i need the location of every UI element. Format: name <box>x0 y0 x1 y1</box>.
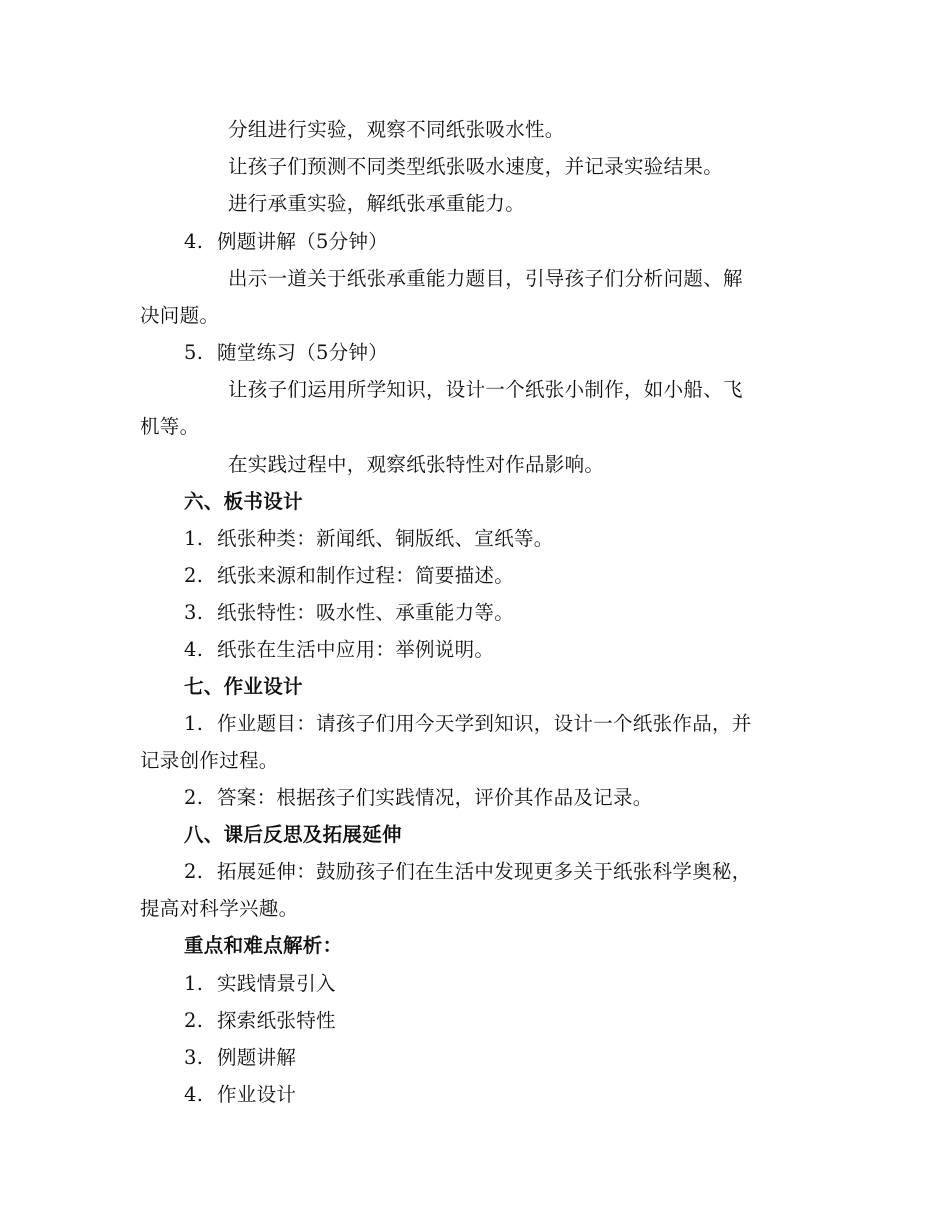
practice-text-line-3: 在实践过程中，观察纸张特性对作品影响。 <box>228 453 605 476</box>
list-number: 2. <box>184 1009 204 1032</box>
list-number: 1. <box>184 972 204 995</box>
list-text: 纸张种类：新闻纸、铜版纸、宣纸等。 <box>217 527 554 550</box>
list-item <box>184 1079 296 1107</box>
list-item <box>184 968 336 996</box>
list-item <box>184 523 554 551</box>
list-text: 答案：根据孩子们实践情况，评价其作品及记录。 <box>217 786 653 809</box>
practice-step-title <box>184 337 388 365</box>
list-number: 4. <box>184 1083 204 1106</box>
list-text: 实践情景引入 <box>217 972 336 995</box>
list-text: 拓展延伸：鼓励孩子们在生活中发现更多关于纸张科学奥秘， <box>217 860 752 883</box>
reflection-item-line-2: 提高对科学兴趣。 <box>140 897 299 920</box>
example-text-line-2: 决问题。 <box>140 304 220 327</box>
list-text: 例题讲解 <box>217 1046 297 1069</box>
list-text: 纸张特性：吸水性、承重能力等。 <box>217 601 515 624</box>
list-number: 3. <box>184 1046 204 1069</box>
list-item <box>184 560 514 588</box>
list-number: 1. <box>184 712 204 735</box>
reflection-heading: 八、课后反思及拓展延伸 <box>184 823 402 846</box>
list-text: 例题讲解（5分钟） <box>217 230 389 253</box>
list-text: 纸张来源和制作过程：简要描述。 <box>217 564 515 587</box>
list-number: 2. <box>184 564 204 587</box>
list-text: 作业题目：请孩子们用今天学到知识，设计一个纸张作品，并 <box>217 712 752 735</box>
list-number: 5. <box>184 341 204 364</box>
homework-item-2 <box>184 782 653 810</box>
list-item <box>184 597 514 625</box>
experiment-paragraph-3: 进行承重实验，解纸张承重能力。 <box>228 192 526 215</box>
list-text: 随堂练习（5分钟） <box>217 341 389 364</box>
homework-heading: 七、作业设计 <box>184 675 303 698</box>
list-text: 作业设计 <box>217 1083 297 1106</box>
experiment-paragraph-1: 分组进行实验，观察不同纸张吸水性。 <box>228 118 565 141</box>
example-text-line-1: 出示一道关于纸张承重能力题目，引导孩子们分析问题、解 <box>228 267 743 290</box>
list-number: 2. <box>184 860 204 883</box>
list-item <box>184 1005 336 1033</box>
reflection-item-line-1 <box>184 856 752 884</box>
list-item <box>184 1042 296 1070</box>
analysis-heading: 重点和难点解析： <box>184 934 343 957</box>
practice-text-line-2: 机等。 <box>140 415 200 438</box>
list-number: 4. <box>184 230 204 253</box>
homework-item-1-line-1 <box>184 708 752 736</box>
list-number: 4. <box>184 638 204 661</box>
example-step-title <box>184 226 388 254</box>
list-number: 2. <box>184 786 204 809</box>
list-number: 3. <box>184 601 204 624</box>
list-number: 1. <box>184 527 204 550</box>
list-item <box>184 634 494 662</box>
homework-item-1-line-2: 记录创作过程。 <box>140 749 279 772</box>
experiment-paragraph-2: 让孩子们预测不同类型纸张吸水速度，并记录实验结果。 <box>228 155 724 178</box>
practice-text-line-1: 让孩子们运用所学知识，设计一个纸张小制作，如小船、飞 <box>228 378 743 401</box>
board-design-heading: 六、板书设计 <box>184 490 303 513</box>
list-text: 纸张在生活中应用：举例说明。 <box>217 638 495 661</box>
list-text: 探索纸张特性 <box>217 1009 336 1032</box>
